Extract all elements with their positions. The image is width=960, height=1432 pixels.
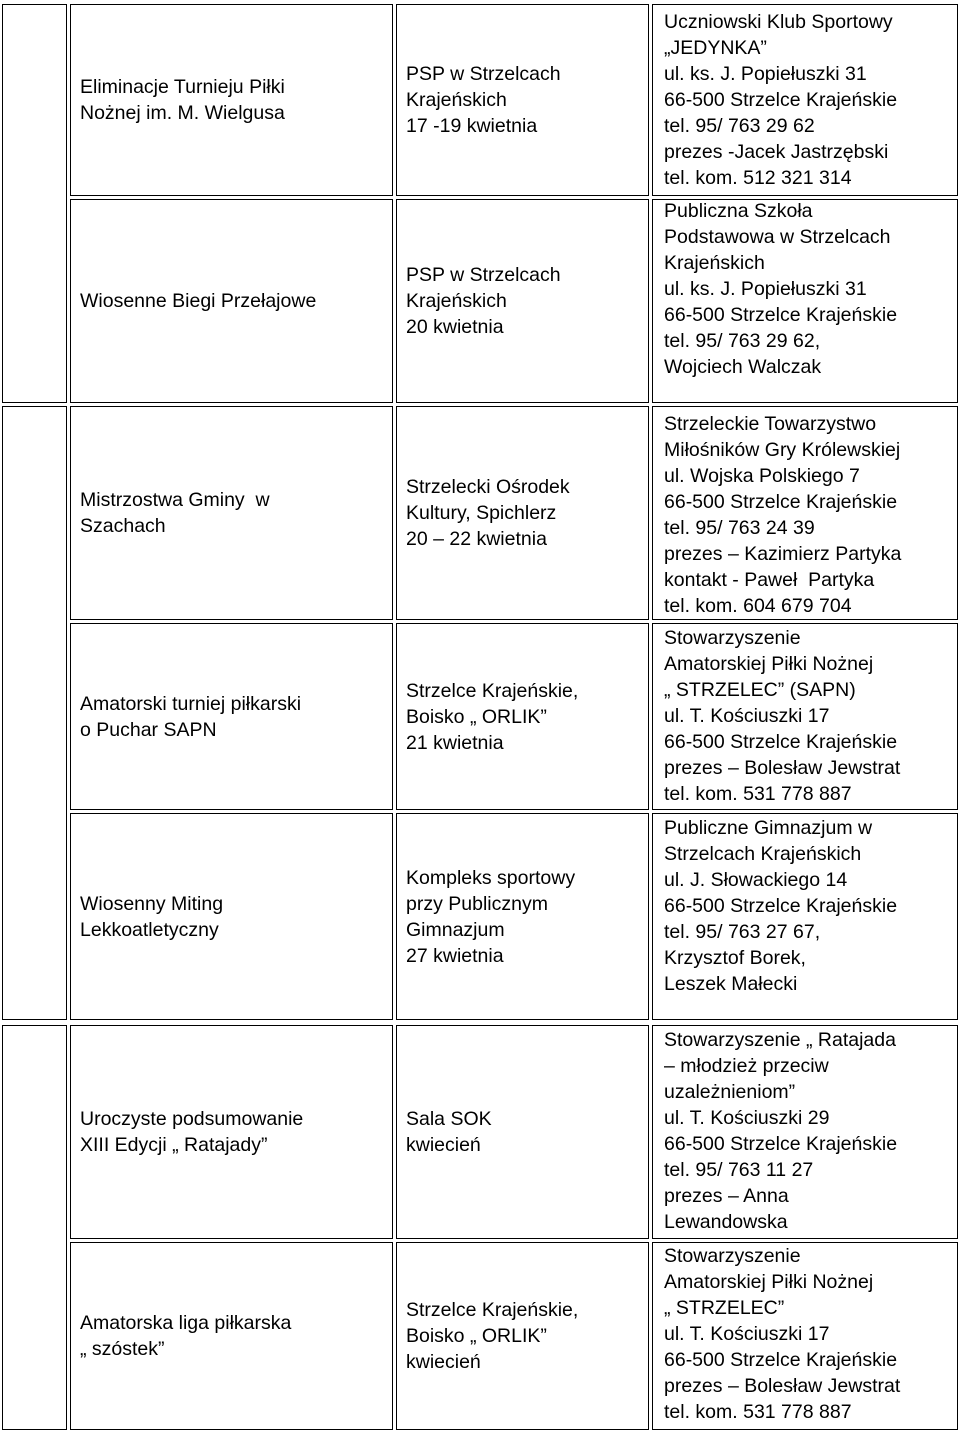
organizer-cell [652,4,958,196]
place-date: Strzelecki Ośrodek Kultury, Spichlerz 20 – 22 kwietnia [406,476,570,550]
event-cell [70,1025,393,1239]
event-name: Wiosenny Miting Lekkoatletyczny [80,892,224,941]
place-date: PSP w Strzelcach Krajeńskich 17 -19 kwietnia [406,63,561,137]
event-name: Amatorska liga piłkarska „ szóstek” [80,1312,292,1360]
place-date-cell [396,813,649,1020]
place-date-cell [396,4,649,196]
organizer-info: Publiczne Gimnazjum w Strzelcach Krajeńskich ul. J. Słowackiego 14 66-500 Strzelce Krajeńskie tel. 95/ 763 27 67, Krzysztof Borek, Leszek Małecki [664,817,898,995]
place-date: PSP w Strzelcach Krajeńskich 20 kwietnia [406,264,561,338]
event-name: Amatorski turniej piłkarski o Puchar SAPN [80,692,302,741]
event-name: Eliminacje Turnieju Piłki Nożnej im. M. Wielgusa [80,76,285,124]
number-cell-group-3 [2,1025,67,1430]
organizer-info: Stowarzyszenie Amatorskiej Piłki Nożnej „ STRZELEC” ul. T. Kościuszki 17 66-500 Strzelce Krajeńskie prezes – Bolesław Jewstrat tel. kom. 531 778 887 [664,1245,901,1423]
organizer-info: Uczniowski Klub Sportowy „JEDYNKA” ul. ks. J. Popiełuszki 31 66-500 Strzelce Krajeńskie tel. 95/ 763 29 62 prezes -Jacek Jastrzębski tel. kom. 512 321 314 [664,11,898,189]
place-date-cell [396,623,649,810]
organizer-cell [652,406,958,620]
organizer-cell [652,623,958,810]
place-date-cell [396,1242,649,1430]
place-date: Strzelce Krajeńskie, Boisko „ ORLIK” 21 kwietnia [406,679,579,754]
organizer-info: Strzeleckie Towarzystwo Miłośników Gry Królewskiej ul. Wojska Polskiego 7 66-500 Strzelce Krajeńskie tel. 95/ 763 24 39 prezes – Kazimierz Partyka kontakt - Paweł Partyka tel. kom. 604 679 704 [664,413,902,617]
organizer-cell [652,199,958,403]
event-cell [70,1242,393,1430]
organizer-info: Stowarzyszenie „ Ratajada – młodzież przeciw uzależnieniom” ul. T. Kościuszki 29 66-500 Strzelce Krajeńskie tel. 95/ 763 11 27 prezes – Anna Lewandowska [664,1029,898,1233]
event-cell [70,199,393,403]
place-date: Strzelce Krajeńskie, Boisko „ ORLIK” kwiecień [406,1299,579,1373]
organizer-info: Stowarzyszenie Amatorskiej Piłki Nożnej „ STRZELEC” (SAPN) ul. T. Kościuszki 17 66-500 Strzelce Krajeńskie prezes – Bolesław Jewstrat tel. kom. 531 778 887 [664,627,901,805]
number-cell-group-1 [2,4,67,403]
place-date-cell [396,199,649,403]
place-date: Sala SOK kwiecień [406,1108,492,1156]
event-cell [70,623,393,810]
organizer-info: Publiczna Szkoła Podstawowa w Strzelcach Krajeńskich ul. ks. J. Popiełuszki 31 66-500 Strzelce Krajeńskie tel. 95/ 763 29 62, Wojciech Walczak [664,200,898,378]
organizer-cell [652,1242,958,1430]
place-date-cell [396,1025,649,1239]
organizer-cell [652,1025,958,1239]
event-cell [70,406,393,620]
event-name: Wiosenne Biegi Przełajowe [80,290,317,312]
event-cell [70,4,393,196]
place-date: Kompleks sportowy przy Publicznym Gimnazjum 27 kwietnia [406,866,576,967]
organizer-cell [652,813,958,1020]
place-date-cell [396,406,649,620]
event-name: Mistrzostwa Gminy w Szachach [80,489,270,537]
number-cell-group-2 [2,406,67,1020]
event-cell [70,813,393,1020]
event-name: Uroczyste podsumowanie XIII Edycji „ Ratajady” [80,1108,304,1156]
